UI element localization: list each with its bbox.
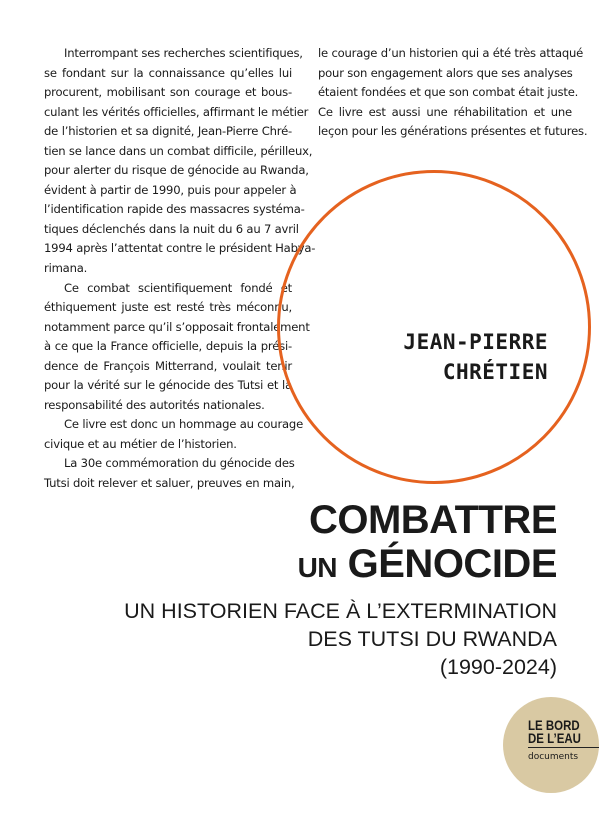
subtitle-line-3: (1990-2024) [439,655,557,679]
text-line: procurent, mobilisant son courage et bous- [44,85,292,100]
text-line: culant les vérités officielles, affirmant le métier [44,104,309,119]
text-line: 1994 après l’attentat contre le président Habya- [44,241,316,256]
text-line: pour la vérité sur le génocide des Tutsi et la [44,378,292,393]
text-line: Ce livre est donc un hommage au courage [64,417,304,432]
text-line: civique et au métier de l’historien. [44,436,237,451]
publisher-name-line-1: LE BORD [528,718,580,733]
book-title [298,498,557,590]
text-line: rimana. [44,261,88,276]
title-article: UN [297,552,338,583]
title-word: GÉNOCIDE [347,542,557,586]
text-line: étaient fondées et que son combat était juste. [318,85,579,100]
publisher-logo [503,697,599,793]
text-line: à ce que la France officielle, depuis la prési- [44,339,292,354]
text-line: pour alerter du risque de génocide au Rwanda, [44,163,309,178]
title-line-1: COMBATTRE [308,498,557,542]
text-line: notamment parce qu’il s’opposait frontalement [44,319,310,334]
text-line: l’identification rapide des massacres systéma- [44,202,305,217]
collection-name: documents [528,752,579,762]
text-line: évident à partir de 1990, puis pour appeler à [44,182,297,197]
text-line: Tutsi doit relever et saluer, preuves en main, [44,476,295,491]
text-line: La 30e commémoration du génocide des [64,456,295,471]
author-line-1: JEAN-PIERRE [403,330,548,354]
text-line: pour son engagement alors que ses analyses [318,65,573,80]
author-line-2: CHRÉTIEN [442,360,548,384]
text-line: éthiquement juste est resté très méconnu, [44,300,292,315]
text-line: tiques déclenchés dans la nuit du 6 au 7 avril [44,221,299,236]
author-name [403,327,548,387]
subtitle-line-2: DES TUTSI DU RWANDA [307,627,557,651]
title-line-2 [298,542,557,590]
text-line: Ce livre est aussi une réhabilitation et une [318,104,572,119]
text-line: responsabilité des autorités nationales. [44,397,265,412]
text-line: Interrompant ses recherches scientifiques, [64,46,303,60]
text-line: le courage d’un historien qui a été très attaqué [318,46,584,60]
text-line: Ce combat scientifiquement fondé et [64,280,292,295]
publisher-name-line-2: DE L’EAU [528,731,581,746]
text-line: leçon pour les générations présentes et futures. [318,124,588,139]
text-line: tien se lance dans un combat difficile, périlleux, [44,143,313,158]
text-line: de l’historien et sa dignité, Jean-Pierre Chré- [44,124,292,139]
subtitle-line-1: UN HISTORIEN FACE À L’EXTERMINATION [124,599,557,623]
text-line: se fondant sur la connaissance qu’elles lui [44,65,292,80]
back-text-right-column [318,44,588,142]
text-line: dence de François Mitterrand, voulait tenir [44,358,292,373]
book-subtitle [124,597,557,681]
logo-rule [528,747,599,748]
back-text-left-column [44,44,316,494]
publisher-name [528,719,581,745]
